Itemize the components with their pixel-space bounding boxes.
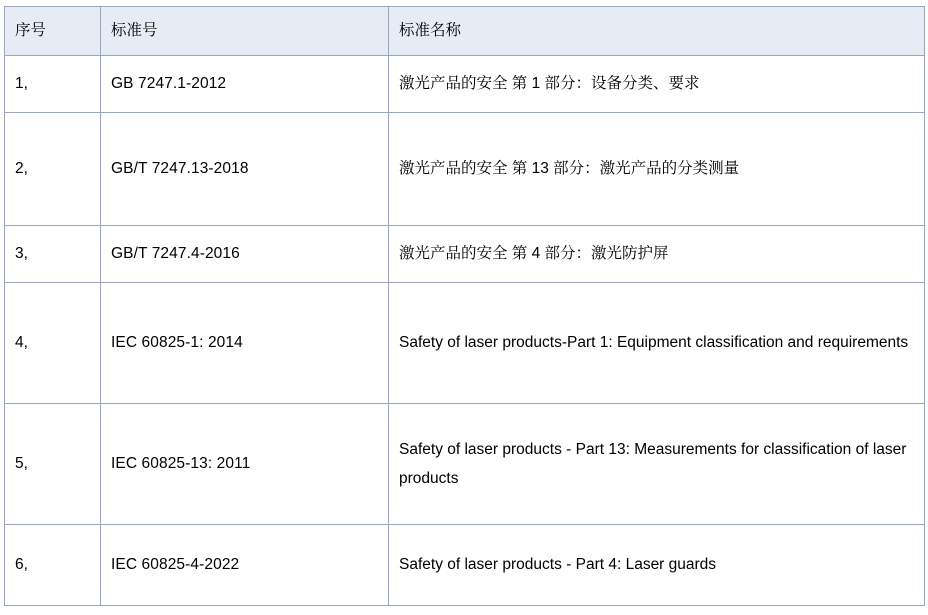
- cell-index: 1,: [5, 56, 101, 113]
- table-row: [5, 525, 925, 606]
- cell-standard-code: IEC 60825-13: 2011: [101, 404, 389, 525]
- cell-standard-name: 激光产品的安全 第 4 部分：激光防护屏: [389, 226, 925, 283]
- table-row: [5, 56, 925, 113]
- cell-standard-code: GB 7247.1-2012: [101, 56, 389, 113]
- cell-index: 4,: [5, 283, 101, 404]
- cell-standard-name: 激光产品的安全 第 13 部分：激光产品的分类测量: [389, 113, 925, 226]
- cell-index: 2,: [5, 113, 101, 226]
- cell-index: 5,: [5, 404, 101, 525]
- document-page: [0, 6, 928, 615]
- cell-standard-code: GB/T 7247.4-2016: [101, 226, 389, 283]
- table-header: [5, 7, 925, 56]
- table-row: [5, 226, 925, 283]
- table-row: [5, 113, 925, 226]
- column-header-index: 序号: [5, 7, 101, 56]
- table-body: [5, 56, 925, 606]
- cell-index: 3,: [5, 226, 101, 283]
- table-row: [5, 404, 925, 525]
- cell-standard-name: Safety of laser products - Part 13: Measurements for classification of laser products: [389, 404, 925, 525]
- table-header-row: [5, 7, 925, 56]
- table-row: [5, 283, 925, 404]
- column-header-standard-name: 标准名称: [389, 7, 925, 56]
- standards-table: [4, 6, 925, 606]
- cell-standard-code: GB/T 7247.13-2018: [101, 113, 389, 226]
- cell-standard-code: IEC 60825-4-2022: [101, 525, 389, 606]
- column-header-standard-code: 标准号: [101, 7, 389, 56]
- cell-index: 6,: [5, 525, 101, 606]
- cell-standard-code: IEC 60825-1: 2014: [101, 283, 389, 404]
- cell-standard-name: Safety of laser products-Part 1: Equipment classification and requirements: [389, 283, 925, 404]
- cell-standard-name: Safety of laser products - Part 4: Laser guards: [389, 525, 925, 606]
- cell-standard-name: 激光产品的安全 第 1 部分：设备分类、要求: [389, 56, 925, 113]
